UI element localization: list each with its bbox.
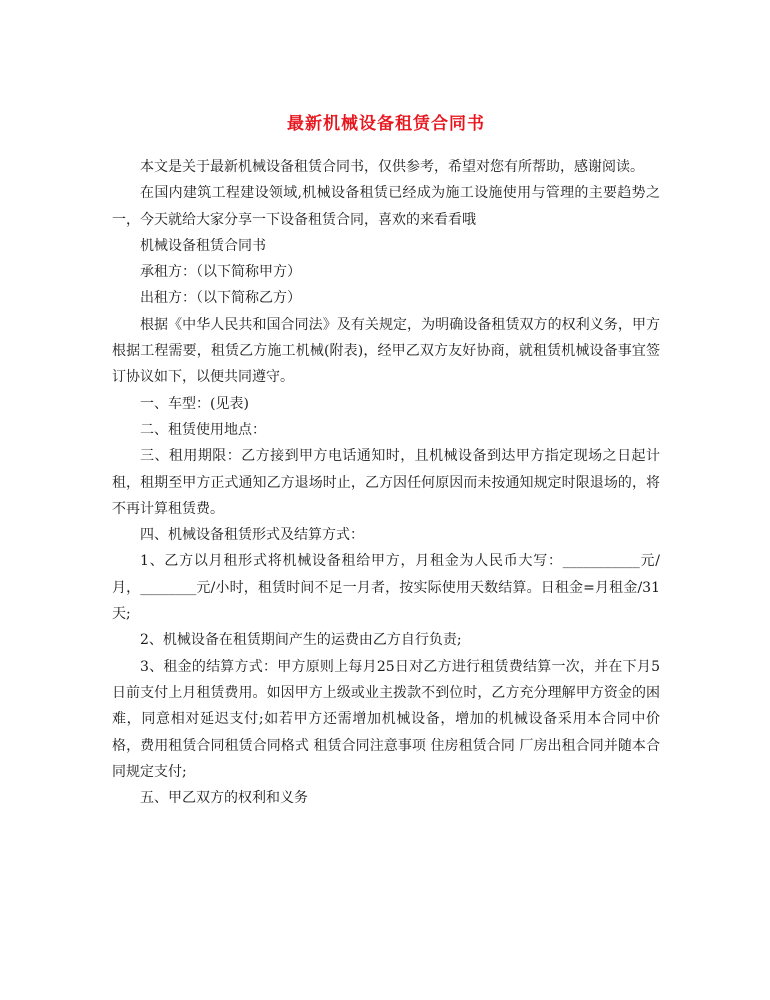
paragraph-clause-4-2: 2、机械设备在租赁期间产生的运费由乙方自行负责; (140, 632, 462, 649)
paragraph-intro: 本文是关于最新机械设备租赁合同书，仅供参考，希望对您有所帮助，感谢阅读。 (140, 159, 644, 175)
paragraph-contract-heading: 机械设备租赁合同书 (140, 237, 266, 254)
paragraph-clause-3: 三、租用期限：乙方接到甲方电话通知时，且机械设备到达甲方指定现场之日起计租，租期至甲方正式通知乙方退场时止，乙方因任何原因而未按通知规定时限退场的，将不再计算租赁费。 (112, 448, 660, 517)
paragraph-lessee: 承租方：（以下简称甲方） (140, 264, 301, 281)
paragraph-clause-5: 五、甲乙双方的权利和义务 (140, 790, 308, 807)
paragraph-background: 在国内建筑工程建设领域,机械设备租赁已经成为施工设施使用与管理的主要趋势之一，今天就给大家分享一下设备租赁合同，喜欢的来看看哦 (112, 185, 660, 228)
document-title: 最新机械设备租赁合同书 (287, 114, 485, 134)
paragraph-lessor: 出租方：（以下简称乙方） (140, 290, 301, 307)
document-page (112, 112, 660, 811)
paragraph-clause-1: 一、车型：(见表) (140, 395, 249, 412)
paragraph-clause-4-3: 3、租金的结算方式：甲方原则上每月25日对乙方进行租赁费结算一次，并在下月5日前支付上月租赁费用。如因甲方上级或业主拨款不到位时，乙方充分理解甲方资金的困难，同意相对延迟支付;如若甲方还需增加机械设备，增加的机械设备采用本合同中价格，费用租赁合同租赁合同格式 租赁合同注意事项 住房租赁合同 厂房出租合同并随本合同规定支付; (112, 658, 660, 780)
paragraph-clause-2: 二、租赁使用地点： (140, 421, 266, 438)
paragraph-clause-4-1: 1、乙方以月租形式将机械设备租给甲方，月租金为人民币大写：___________元/月，________元/小时，租赁时间不足一月者，按实际使用天数结算。日租金=月租金/31天; (112, 553, 660, 623)
document-body (112, 154, 660, 811)
paragraph-preamble: 根据《中华人民共和国合同法》及有关规定，为明确设备租赁双方的权利义务，甲方根据工程需要，租赁乙方施工机械(附表)，经甲乙双方友好协商，就租赁机械设备事宜签订协议如下，以便共同遵守。 (112, 316, 660, 386)
paragraph-clause-4: 四、机械设备租赁形式及结算方式： (140, 527, 364, 544)
